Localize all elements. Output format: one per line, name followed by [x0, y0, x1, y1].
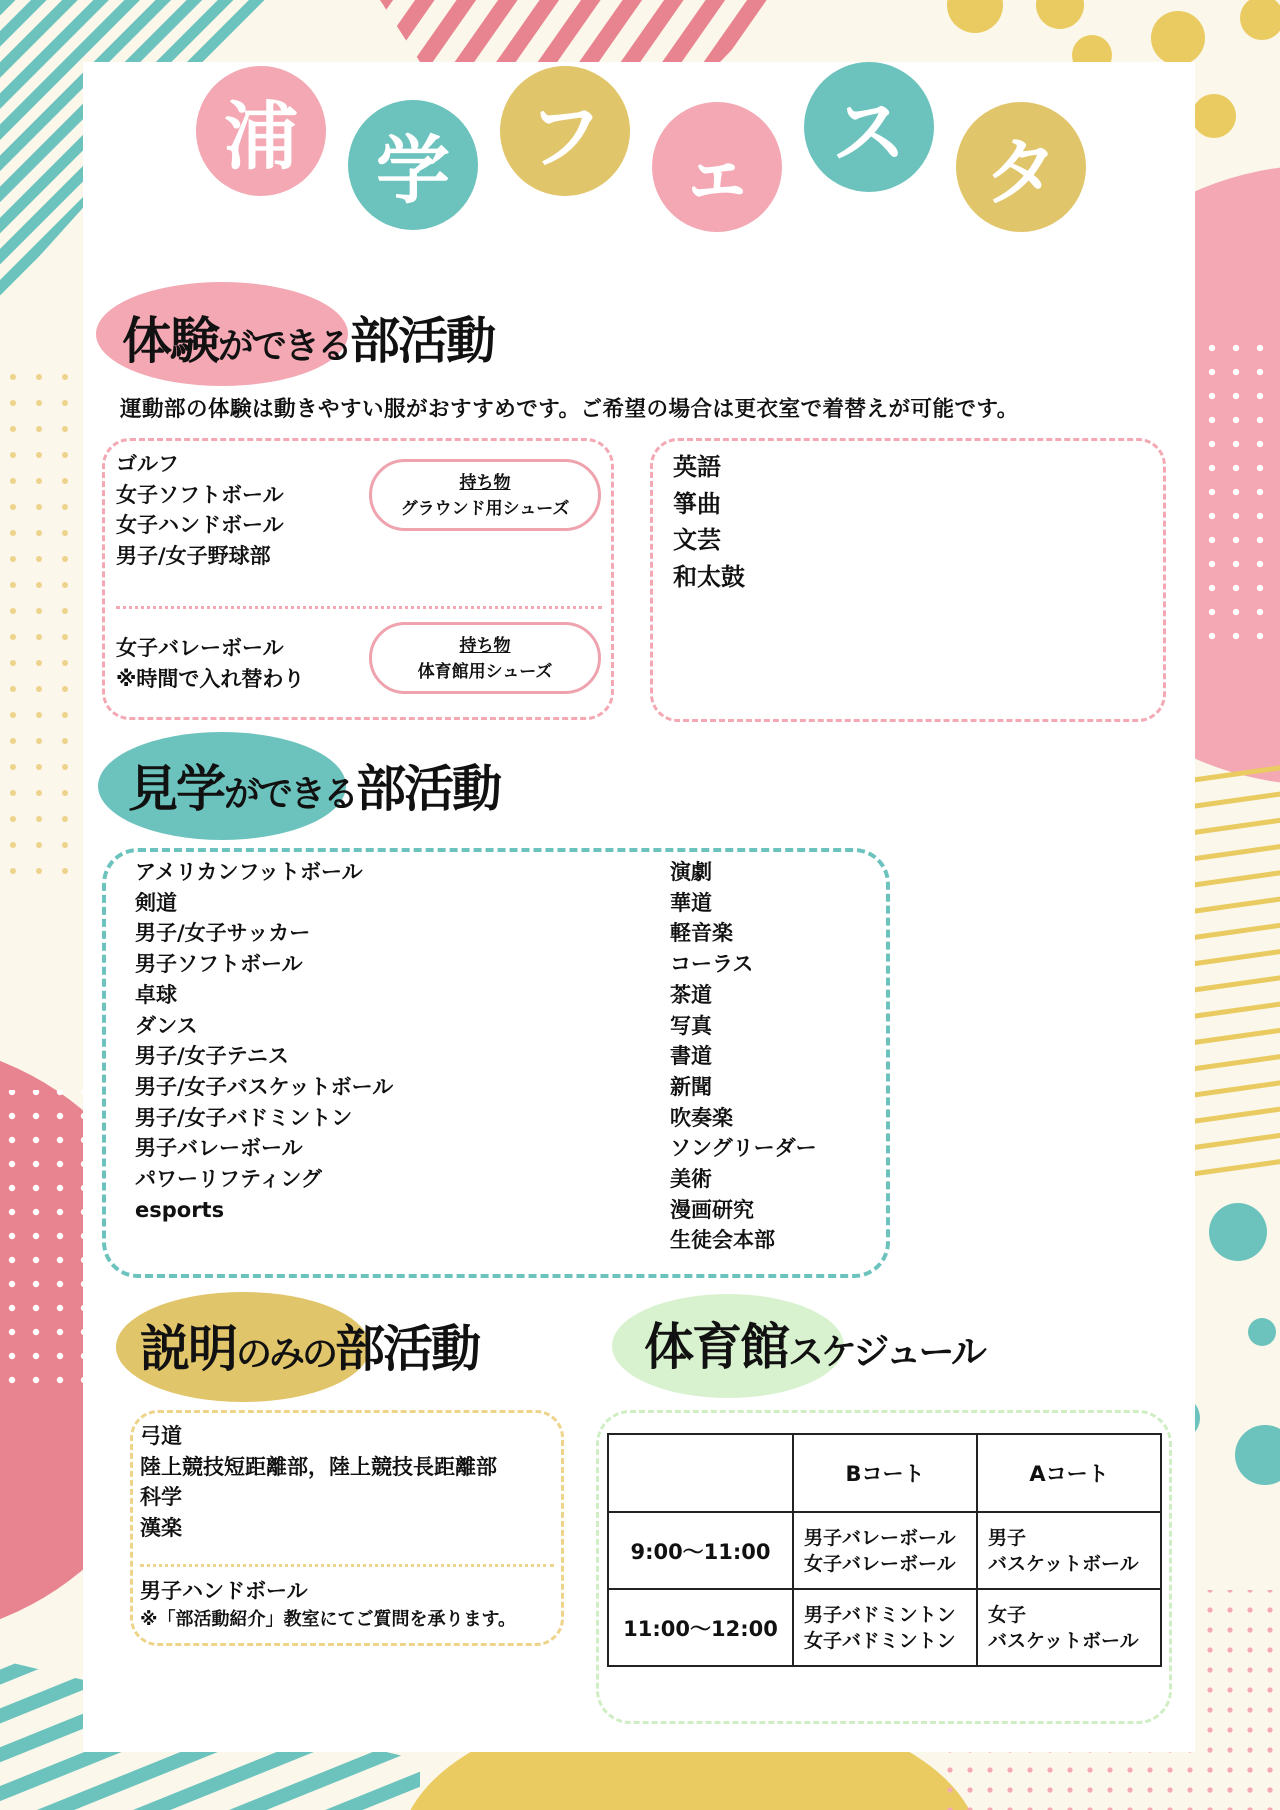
list-item: 箏曲 [673, 489, 721, 518]
title-bubble: フ [500, 66, 630, 196]
list-item: 新聞 [670, 1074, 712, 1099]
list-item: 男子/女子テニス [135, 1044, 289, 1069]
title-bubble: 浦 [196, 66, 326, 196]
belongings-pill: 持ち物 体育館用シューズ [369, 622, 601, 694]
handball-label: 男子ハンドボール [140, 1579, 308, 1603]
dotted-divider [140, 1564, 554, 1567]
decor-dot [1192, 94, 1236, 138]
title-bubble: ス [804, 62, 934, 192]
col-header-b: Bコート [793, 1434, 977, 1512]
experience-heading: 体験ができる部活動 [122, 312, 495, 370]
list-item: 吹奏楽 [670, 1105, 733, 1130]
decor-dot [1151, 11, 1205, 65]
observe-heading: 見学ができる部活動 [128, 760, 501, 818]
table-row [608, 1512, 1161, 1589]
belongings-pill: 持ち物 グラウンド用シューズ [369, 459, 601, 531]
title-bubble: タ [956, 102, 1086, 232]
list-item: パワーリフティング [135, 1167, 322, 1192]
court-a-cell: 女子 バスケットボール [977, 1589, 1161, 1666]
list-item: アメリカンフットボール [135, 860, 363, 884]
list-item: 美術 [670, 1167, 712, 1192]
list-item: 男子/女子サッカー [135, 921, 311, 946]
list-item: 科学 [140, 1485, 182, 1510]
title-bubble: 学 [348, 100, 478, 230]
list-item: 男子バレーボール [135, 1136, 303, 1161]
list-item: 弓道 [140, 1424, 182, 1448]
table-row [608, 1589, 1161, 1666]
court-b-cell: 男子バレーボール 女子バレーボール [793, 1512, 977, 1589]
explain-heading: 説明のみの部活動 [140, 1320, 480, 1378]
explain-list [140, 1421, 497, 1544]
list-item: 男子/女子バスケットボール [135, 1074, 394, 1099]
list-item: 生徒会本部 [670, 1228, 775, 1253]
list-item: ※時間で入れ替わり [116, 666, 305, 691]
decor-dot [1036, 0, 1084, 29]
list-item: 写真 [670, 1013, 712, 1038]
list-item: 和太鼓 [673, 562, 745, 591]
list-item: 茶道 [670, 982, 712, 1007]
court-b-cell: 男子バドミントン 女子バドミントン [793, 1589, 977, 1666]
list-item: 演劇 [670, 860, 712, 884]
list-item: 女子ハンドボール [116, 513, 284, 538]
list-item: esports [135, 1197, 225, 1222]
experience-group1-list [116, 449, 284, 572]
title-bubble: ェ [652, 102, 782, 232]
list-item: 書道 [670, 1044, 712, 1069]
decor-dot [1248, 1318, 1276, 1346]
list-item: ゴルフ [116, 452, 179, 476]
handball-note: ※「部活動紹介」教室にてご質問を承ります。 [140, 1609, 517, 1630]
list-item: 男子/女子野球部 [116, 544, 271, 569]
list-item: 文芸 [673, 526, 721, 554]
time-cell: 9:00〜11:00 [608, 1512, 793, 1589]
list-item: 漫画研究 [670, 1197, 754, 1222]
list-item: 華道 [670, 890, 712, 915]
list-item: 男子/女子バドミントン [135, 1105, 353, 1130]
list-item: 女子ソフトボール [116, 482, 284, 507]
gym-heading: 体育館スケジュール [644, 1318, 984, 1376]
court-a-cell: 男子 バスケットボール [977, 1512, 1161, 1589]
col-header-a: Aコート [977, 1434, 1161, 1512]
gym-schedule-table [607, 1433, 1162, 1667]
list-item: 男子ソフトボール [135, 952, 303, 977]
observe-left-list [135, 857, 393, 1225]
list-item: 陸上競技短距離部，陸上競技長距離部 [140, 1454, 497, 1479]
experience-group2-list [116, 633, 304, 694]
table-corner [608, 1434, 793, 1512]
list-item: ダンス [135, 1013, 198, 1038]
dotted-divider [116, 606, 602, 609]
list-item: 女子バレーボール [116, 636, 284, 660]
experience-culture-list [673, 449, 745, 595]
decor-dot [1235, 1425, 1280, 1485]
list-item: ソングリーダー [670, 1136, 817, 1161]
observe-right-list [670, 857, 817, 1256]
list-item: 剣道 [135, 890, 177, 915]
decor-dot [947, 0, 1003, 33]
decor-dot [1240, 0, 1280, 40]
list-item: 漢楽 [140, 1516, 182, 1541]
list-item: 軽音楽 [670, 921, 733, 946]
decor-dot [1209, 1203, 1267, 1261]
list-item: 英語 [673, 453, 721, 481]
list-item: コーラス [670, 952, 754, 977]
experience-note: 運動部の体験は動きやすい服がおすすめです。ご希望の場合は更衣室で着替えが可能です。 [120, 397, 1019, 422]
time-cell: 11:00〜12:00 [608, 1589, 793, 1666]
list-item: 卓球 [135, 982, 177, 1007]
